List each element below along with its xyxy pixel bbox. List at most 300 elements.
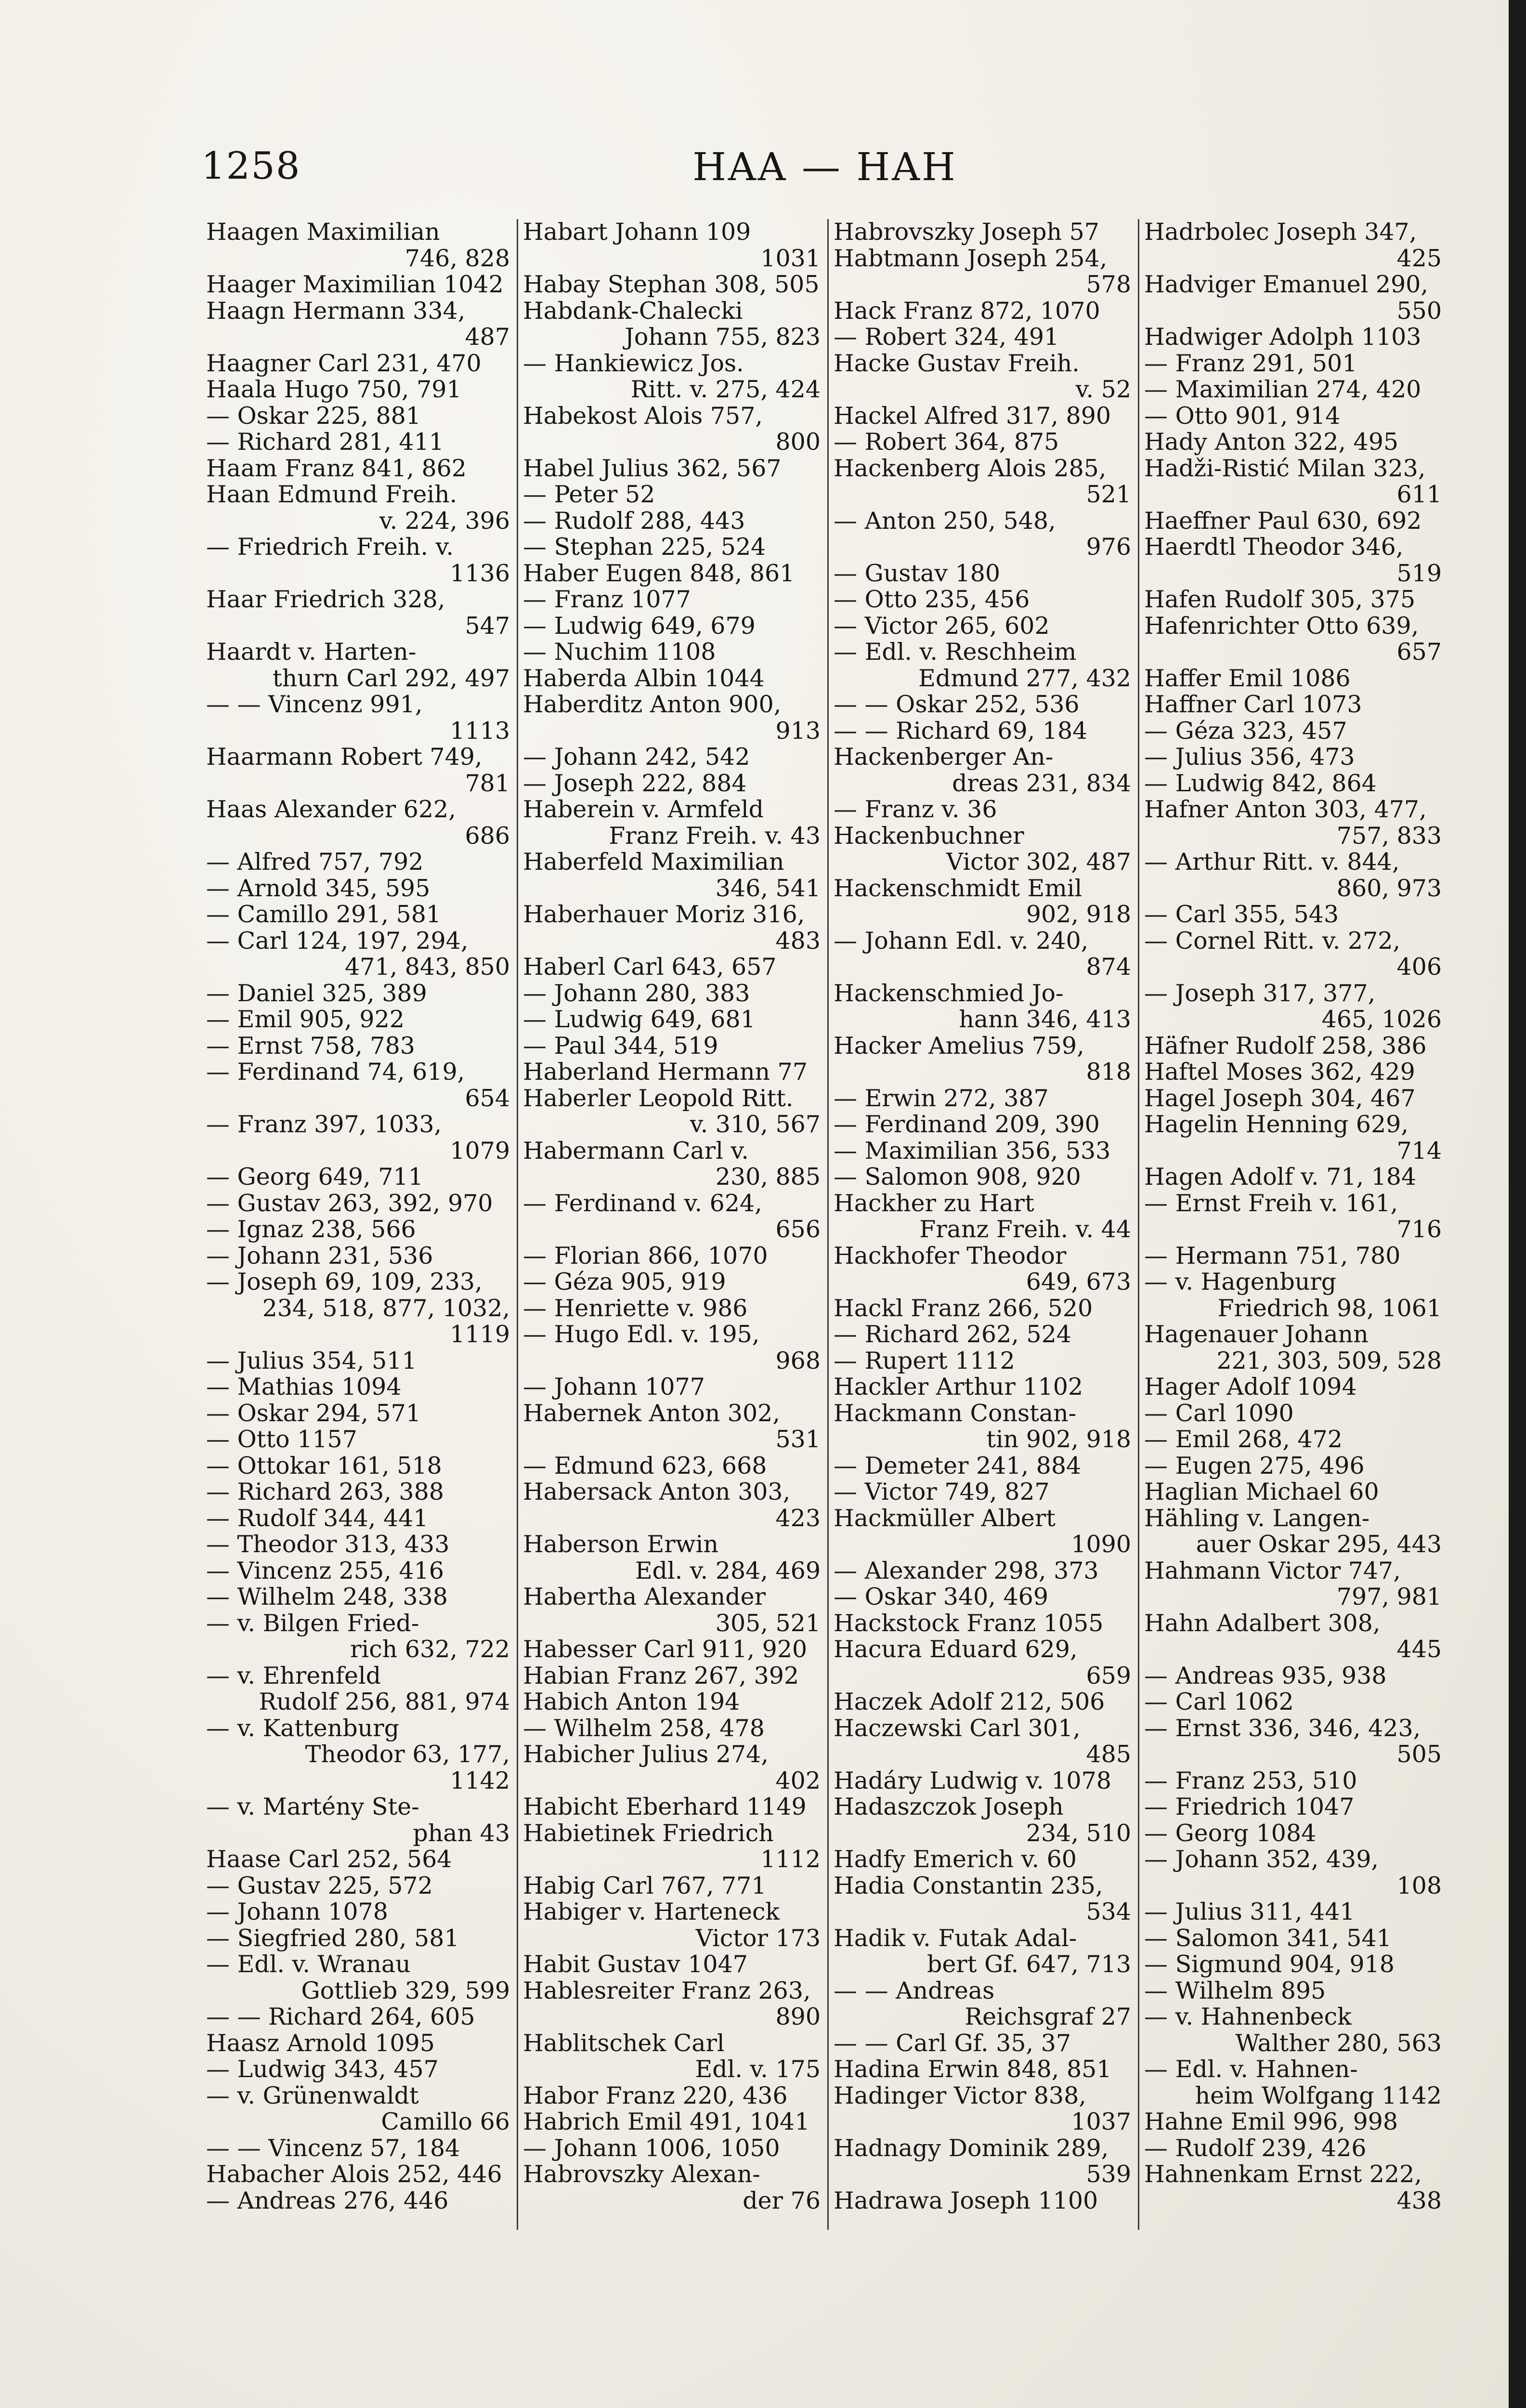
index-entry — [1144, 2135, 1442, 2162]
entry-line: — Otto 901, 914 — [1144, 403, 1341, 429]
entry-continuation: 445 — [1396, 1636, 1442, 1663]
index-entry — [206, 1453, 510, 1479]
index-entry — [523, 1479, 821, 1531]
index-entry — [1144, 718, 1442, 745]
index-entry — [206, 2188, 510, 2214]
entry-line: — Edl. v. Wranau — [206, 1951, 411, 1978]
index-entry — [834, 692, 1131, 718]
entry-line: Hadik v. Futak Adal- — [834, 1925, 1077, 1952]
entry-line: Habrovszky Alexan- — [523, 2161, 760, 2188]
index-entry — [834, 797, 1131, 823]
entry-line: Hackenschmidt Emil — [834, 875, 1083, 902]
entry-line: Haberein v. Armfeld — [523, 797, 764, 823]
entry-line: Haber Eugen 848, 861 — [523, 560, 795, 587]
entry-line: Habian Franz 267, 392 — [523, 1662, 799, 1689]
entry-line: — Siegfried 280, 581 — [206, 1925, 459, 1951]
index-entry — [834, 1873, 1131, 1925]
entry-line: — Robert 364, 875 — [834, 429, 1059, 456]
index-entry — [1144, 666, 1442, 692]
index-entry — [834, 1400, 1131, 1453]
entry-line: — Otto 235, 456 — [834, 587, 1030, 613]
index-entry — [523, 298, 821, 351]
index-entry — [1144, 613, 1442, 666]
entry-line: — Theodor 313, 433 — [206, 1531, 450, 1558]
entry-continuation: 487 — [465, 323, 510, 351]
entry-line: Haffner Carl 1073 — [1144, 692, 1362, 718]
entry-line: Hafenrichter Otto 639, — [1144, 613, 1419, 640]
index-entry — [523, 744, 821, 771]
entry-line: Hähling v. Langen- — [1144, 1505, 1370, 1532]
index-entry — [1144, 1899, 1442, 1925]
entry-line: Haager Maximilian 1042 — [206, 272, 504, 298]
entry-continuation: 649, 673 — [1026, 1268, 1131, 1296]
index-entry — [1144, 1400, 1442, 1427]
index-entry — [834, 403, 1131, 430]
index-entry — [834, 351, 1131, 403]
entry-line: — Joseph 222, 884 — [523, 770, 747, 797]
entry-line: Habit Gustav 1047 — [523, 1951, 748, 1978]
entry-line: — Arthur Ritt. v. 844, — [1144, 849, 1400, 876]
index-entry — [206, 298, 510, 351]
index-entry — [1144, 219, 1442, 272]
index-entry — [1144, 1164, 1442, 1191]
entry-line: Habertha Alexander — [523, 1584, 766, 1610]
entry-line: Haagner Carl 231, 470 — [206, 350, 482, 377]
index-entry — [834, 1322, 1131, 1348]
entry-line: Hablitschek Carl — [523, 2030, 725, 2057]
entry-continuation: 519 — [1396, 559, 1442, 587]
entry-line: Habermann Carl v. — [523, 1138, 749, 1165]
index-entry — [206, 876, 510, 902]
entry-continuation: 818 — [1086, 1058, 1131, 1086]
index-entry — [1144, 744, 1442, 771]
entry-continuation: 976 — [1086, 533, 1131, 561]
entry-continuation: Walther 280, 563 — [1235, 2029, 1442, 2056]
index-entry — [206, 1899, 510, 1925]
entry-continuation: 234, 518, 877, 1032, — [262, 1294, 510, 1322]
entry-continuation: Edl. v. 284, 469 — [635, 1557, 821, 1584]
index-entry — [834, 1164, 1131, 1191]
index-entry — [206, 1558, 510, 1584]
entry-line: — Franz 291, 501 — [1144, 350, 1357, 377]
index-entry — [834, 1610, 1131, 1637]
entry-line: Hahnenkam Ernst 222, — [1144, 2161, 1422, 2188]
entry-continuation: 781 — [465, 769, 510, 797]
entry-line: — Wilhelm 895 — [1144, 1977, 1326, 2004]
entry-continuation: 483 — [775, 927, 821, 954]
entry-continuation: 534 — [1086, 1898, 1131, 1925]
index-entry — [1144, 1453, 1442, 1479]
entry-line: — Ernst Freih v. 161, — [1144, 1190, 1398, 1217]
entry-line: — v. Hagenburg — [1144, 1269, 1337, 1296]
entry-line: Hadrbolec Joseph 347, — [1144, 219, 1417, 246]
entry-line: — Gustav 225, 572 — [206, 1872, 433, 1899]
index-entry — [206, 849, 510, 876]
index-entry — [834, 823, 1131, 876]
index-entry — [834, 2056, 1131, 2083]
index-entry — [834, 744, 1131, 797]
index-entry — [206, 1925, 510, 1952]
index-entry — [1144, 1479, 1442, 1505]
entry-line: — Ernst 758, 783 — [206, 1033, 415, 1059]
entry-continuation: Reichsgraf 27 — [965, 2003, 1131, 2030]
entry-line: — Friedrich Freih. v. — [206, 534, 454, 561]
entry-line: Habekost Alois 757, — [523, 403, 763, 430]
entry-line: Habdank-Chalecki — [523, 298, 743, 325]
entry-line: — Johann 1077 — [523, 1374, 705, 1400]
entry-line: — Salomon 341, 541 — [1144, 1925, 1392, 1951]
entry-line: — Franz 253, 510 — [1144, 1767, 1357, 1794]
index-entry — [1144, 429, 1442, 456]
entry-line: — Anton 250, 548, — [834, 508, 1056, 535]
entry-line: Haala Hugo 750, 791 — [206, 377, 462, 403]
entry-line: Hager Adolf 1094 — [1144, 1374, 1357, 1400]
index-entry — [206, 2030, 510, 2057]
index-entry — [523, 1400, 821, 1453]
index-entry — [523, 1978, 821, 2030]
index-entry — [834, 1558, 1131, 1584]
index-entry — [834, 876, 1131, 928]
index-entry — [206, 1531, 510, 1558]
index-entry — [1144, 1820, 1442, 1847]
entry-line: — Victor 749, 827 — [834, 1479, 1050, 1505]
entry-line: Habtmann Joseph 254, — [834, 245, 1108, 272]
entry-line: Hackenschmied Jo- — [834, 980, 1064, 1007]
entry-continuation: 686 — [465, 822, 510, 849]
index-entry — [206, 928, 510, 981]
entry-continuation: 578 — [1086, 271, 1131, 298]
entry-line: — Rudolf 239, 426 — [1144, 2135, 1367, 2161]
entry-line: Haffer Emil 1086 — [1144, 665, 1351, 692]
entry-line: Hafen Rudolf 305, 375 — [1144, 587, 1416, 613]
entry-continuation: 656 — [775, 1216, 821, 1243]
entry-continuation: Gottlieb 329, 599 — [301, 1976, 510, 2004]
index-entry — [834, 1374, 1131, 1400]
index-entry — [834, 639, 1131, 692]
entry-line: Habay Stephan 308, 505 — [523, 272, 820, 298]
scan-edge — [1509, 0, 1526, 2408]
entry-line: — Henriette v. 986 — [523, 1295, 748, 1322]
index-entry — [206, 2135, 510, 2162]
entry-line: — Joseph 317, 377, — [1144, 980, 1376, 1007]
entry-line: — v. Grünenwaldt — [206, 2082, 419, 2109]
entry-line: — Carl 1090 — [1144, 1400, 1294, 1426]
index-entry — [523, 403, 821, 456]
index-entry — [834, 1086, 1131, 1112]
index-entry — [1144, 849, 1442, 902]
entry-line: Haberson Erwin — [523, 1531, 718, 1558]
entry-continuation: 902, 918 — [1026, 901, 1131, 928]
entry-line: Hackher zu Hart — [834, 1190, 1034, 1217]
entry-continuation: bert Gf. 647, 713 — [927, 1950, 1131, 1978]
entry-continuation: 1136 — [450, 559, 510, 587]
entry-line: — Maximilian 356, 533 — [834, 1138, 1111, 1164]
entry-line: Hadži-Ristić Milan 323, — [1144, 455, 1426, 482]
entry-line: — Georg 649, 711 — [206, 1164, 423, 1191]
index-entry — [834, 508, 1131, 561]
entry-line: — Hankiewicz Jos. — [523, 350, 744, 377]
index-entry — [834, 1112, 1131, 1138]
index-entry — [1144, 981, 1442, 1033]
entry-continuation: Friedrich 98, 1061 — [1217, 1294, 1442, 1322]
index-entry — [206, 981, 510, 1007]
index-entry — [206, 1951, 510, 2004]
index-entry — [523, 2109, 821, 2135]
index-entry — [1144, 902, 1442, 928]
index-entry — [1144, 1086, 1442, 1112]
index-entry — [206, 1846, 510, 1873]
entry-line: — Florian 866, 1070 — [523, 1243, 768, 1269]
index-entry — [1144, 377, 1442, 403]
entry-line: — Alfred 757, 792 — [206, 849, 424, 876]
entry-continuation: heim Wolfgang 1142 — [1195, 2081, 1442, 2109]
index-entry — [1144, 797, 1442, 849]
entry-continuation: 746, 828 — [404, 244, 510, 272]
entry-line: Habersack Anton 303, — [523, 1479, 791, 1505]
entry-line: Hackmüller Albert — [834, 1505, 1056, 1532]
entry-line: — — Carl Gf. 35, 37 — [834, 2030, 1071, 2056]
index-entry — [834, 429, 1131, 456]
index-entry — [834, 2030, 1131, 2057]
entry-line: — Otto 1157 — [206, 1426, 357, 1453]
entry-continuation: 425 — [1396, 244, 1442, 272]
entry-line: Haeffner Paul 630, 692 — [1144, 508, 1422, 534]
entry-continuation: thurn Carl 292, 497 — [273, 664, 510, 692]
index-entry — [206, 587, 510, 639]
entry-line: — Franz 397, 1033, — [206, 1112, 442, 1138]
index-entry — [523, 534, 821, 561]
index-entry — [834, 561, 1131, 587]
entry-line: Hackl Franz 266, 520 — [834, 1295, 1093, 1322]
entry-line: Haglian Michael 60 — [1144, 1479, 1379, 1505]
index-entry — [834, 1636, 1131, 1689]
index-entry — [834, 246, 1131, 298]
index-column-2 — [517, 219, 827, 2230]
entry-line: — Peter 52 — [523, 482, 655, 508]
index-entry — [206, 1715, 510, 1794]
entry-continuation: Ritt. v. 275, 424 — [630, 376, 821, 403]
index-entry — [523, 1086, 821, 1138]
index-entry — [523, 771, 821, 797]
index-entry — [523, 1584, 821, 1636]
entry-continuation: der 76 — [743, 2186, 821, 2214]
entry-line: Häfner Rudolf 258, 386 — [1144, 1033, 1427, 1059]
index-entry — [834, 2083, 1131, 2135]
entry-line: — Salomon 908, 920 — [834, 1164, 1081, 1191]
index-entry — [523, 639, 821, 666]
entry-line: — Rudolf 344, 441 — [206, 1505, 429, 1531]
entry-continuation: Theodor 63, 177, — [305, 1741, 510, 1768]
index-entry — [834, 1689, 1131, 1715]
index-entry — [834, 1191, 1131, 1243]
entry-line: — Julius 356, 473 — [1144, 744, 1355, 771]
index-entry — [1144, 1322, 1442, 1374]
entry-continuation: Camillo 66 — [381, 2108, 510, 2135]
entry-line: — Johann 1078 — [206, 1899, 388, 1925]
index-entry — [206, 1191, 510, 1217]
entry-line: — Emil 905, 922 — [206, 1007, 404, 1033]
index-entry — [206, 1348, 510, 1374]
entry-line: — Carl 1062 — [1144, 1689, 1294, 1715]
entry-line: Hadáry Ludwig v. 1078 — [834, 1767, 1111, 1794]
entry-line: — Edl. v. Hahnen- — [1144, 2056, 1358, 2083]
entry-line: Hadrawa Joseph 1100 — [834, 2187, 1098, 2214]
page-header — [201, 144, 1448, 197]
index-entry — [206, 429, 510, 456]
entry-line: Hadaszczok Joseph — [834, 1794, 1064, 1820]
index-entry — [206, 272, 510, 298]
entry-line: — Hugo Edl. v. 195, — [523, 1322, 760, 1348]
entry-continuation: 423 — [775, 1504, 821, 1531]
entry-line: Haagen Maximilian — [206, 219, 440, 246]
name-index-columns — [206, 219, 1448, 2230]
entry-line: Habel Julius 362, 567 — [523, 455, 782, 482]
index-entry — [523, 219, 821, 272]
index-entry — [1144, 324, 1442, 351]
index-entry — [834, 587, 1131, 613]
index-entry — [1144, 1715, 1442, 1768]
index-entry — [834, 324, 1131, 351]
index-entry — [834, 1978, 1131, 2030]
entry-line: — Andreas 935, 938 — [1144, 1662, 1387, 1689]
entry-line: — Oskar 294, 571 — [206, 1400, 421, 1426]
entry-line: — Victor 265, 602 — [834, 613, 1050, 639]
entry-line: — Gustav 263, 392, 970 — [206, 1190, 493, 1217]
index-entry — [523, 613, 821, 640]
entry-continuation: 550 — [1396, 297, 1442, 324]
index-entry — [523, 902, 821, 954]
index-entry — [523, 1873, 821, 1899]
index-entry — [1144, 692, 1442, 718]
index-entry — [834, 1505, 1131, 1558]
entry-line: — Ludwig 343, 457 — [206, 2056, 439, 2083]
entry-line: Hadinger Victor 838, — [834, 2082, 1086, 2109]
entry-line: — Géza 905, 919 — [523, 1269, 726, 1296]
entry-line: Hacker Amelius 759, — [834, 1033, 1084, 1060]
entry-continuation: 465, 1026 — [1321, 1006, 1442, 1033]
index-entry — [1144, 403, 1442, 430]
index-entry — [206, 219, 510, 272]
entry-line: Habernek Anton 302, — [523, 1400, 780, 1427]
index-entry — [523, 1453, 821, 1479]
index-entry — [523, 1243, 821, 1269]
entry-continuation: 860, 973 — [1336, 874, 1442, 902]
index-entry — [523, 1322, 821, 1374]
index-entry — [523, 1663, 821, 1689]
index-entry — [523, 561, 821, 587]
index-entry — [834, 1243, 1131, 1296]
index-entry — [834, 1846, 1131, 1873]
entry-line: Hackenberger An- — [834, 744, 1054, 771]
entry-line: — Johann 352, 439, — [1144, 1846, 1379, 1873]
entry-line: — Johann 1006, 1050 — [523, 2135, 780, 2161]
entry-line: — Arnold 345, 595 — [206, 875, 430, 902]
index-entry — [206, 1112, 510, 1164]
index-entry — [523, 954, 821, 981]
entry-continuation: 913 — [775, 717, 821, 744]
entry-line: — Ludwig 842, 864 — [1144, 770, 1377, 797]
entry-line: — — Vincenz 991, — [206, 692, 423, 718]
entry-continuation: Franz Freih. v. 44 — [919, 1216, 1131, 1243]
entry-line: — Demeter 241, 884 — [834, 1453, 1082, 1479]
index-entry — [523, 1715, 821, 1742]
index-entry — [206, 377, 510, 403]
index-entry — [206, 1400, 510, 1427]
index-entry — [834, 1138, 1131, 1165]
entry-continuation: 800 — [775, 428, 821, 456]
entry-line: Haagn Hermann 334, — [206, 298, 466, 325]
entry-line: — Oskar 340, 469 — [834, 1584, 1049, 1610]
entry-continuation: 1142 — [450, 1767, 510, 1794]
entry-line: Hafner Anton 303, 477, — [1144, 797, 1427, 823]
index-entry — [1144, 1505, 1442, 1558]
index-entry — [523, 1794, 821, 1820]
index-entry — [834, 613, 1131, 640]
entry-continuation: 1031 — [760, 244, 821, 272]
entry-continuation: Rudolf 256, 881, 974 — [259, 1688, 510, 1715]
index-entry — [523, 1820, 821, 1873]
entry-line: — Camillo 291, 581 — [206, 902, 442, 928]
index-entry — [523, 1636, 821, 1663]
index-entry — [206, 1243, 510, 1269]
entry-line: — Johann 231, 536 — [206, 1243, 433, 1269]
index-entry — [523, 587, 821, 613]
entry-line: — Georg 1084 — [1144, 1820, 1317, 1846]
index-entry — [523, 2083, 821, 2109]
entry-line: Hackel Alfred 317, 890 — [834, 403, 1111, 429]
index-entry — [1144, 1689, 1442, 1715]
index-entry — [206, 1663, 510, 1715]
entry-line: Habietinek Friedrich — [523, 1820, 774, 1847]
entry-continuation: 1037 — [1071, 2108, 1131, 2135]
entry-line: — Richard 262, 524 — [834, 1322, 1071, 1348]
index-entry — [523, 1689, 821, 1715]
entry-continuation: 346, 541 — [715, 874, 821, 902]
entry-line: Haase Carl 252, 564 — [206, 1846, 452, 1873]
index-entry — [1144, 2161, 1442, 2214]
index-entry — [1144, 508, 1442, 535]
entry-line: — Ludwig 649, 679 — [523, 613, 756, 639]
index-entry — [1144, 1059, 1442, 1086]
index-entry — [834, 1768, 1131, 1794]
index-entry — [834, 456, 1131, 508]
entry-line: — Julius 354, 511 — [206, 1348, 417, 1374]
entry-line: — Carl 355, 543 — [1144, 902, 1339, 928]
index-entry — [523, 1007, 821, 1033]
entry-continuation: hann 346, 413 — [959, 1006, 1131, 1033]
index-entry — [523, 482, 821, 508]
entry-line: — — Andreas — [834, 1977, 995, 2004]
index-entry — [1144, 771, 1442, 797]
index-entry — [1144, 1768, 1442, 1794]
index-entry — [1144, 2004, 1442, 2056]
entry-continuation: Edl. v. 175 — [695, 2055, 821, 2083]
index-entry — [834, 1715, 1131, 1768]
entry-line: Haberler Leopold Ritt. — [523, 1085, 794, 1112]
entry-line: — Gustav 180 — [834, 560, 1001, 587]
entry-continuation: 1113 — [450, 717, 510, 744]
index-entry — [834, 2135, 1131, 2188]
entry-continuation: rich 632, 722 — [350, 1636, 510, 1663]
index-entry — [1144, 2056, 1442, 2109]
entry-line: — Paul 344, 519 — [523, 1033, 718, 1059]
entry-line: — v. Ehrenfeld — [206, 1662, 381, 1689]
entry-continuation: 757, 833 — [1336, 822, 1442, 849]
index-entry — [1144, 1610, 1442, 1663]
index-entry — [523, 1138, 821, 1191]
index-entry — [834, 981, 1131, 1033]
entry-line: Hady Anton 322, 495 — [1144, 429, 1399, 456]
